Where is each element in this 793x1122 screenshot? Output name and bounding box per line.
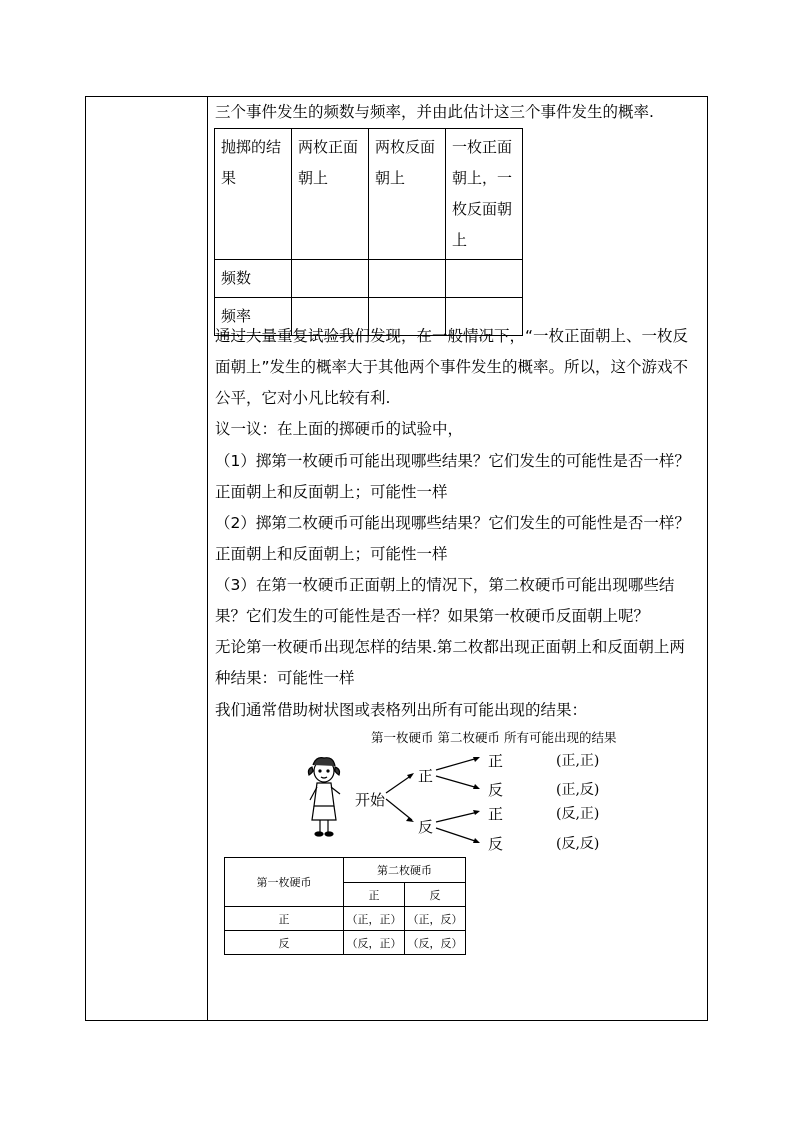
- freq-cell-empty[interactable]: [369, 260, 446, 298]
- result-table-cell: （反，正）: [344, 931, 405, 955]
- girl-figure-icon: [308, 758, 340, 836]
- tree-first-tails: 反: [418, 818, 434, 836]
- freq-cell-empty[interactable]: [446, 260, 523, 298]
- column-divider: [207, 96, 208, 1021]
- result-table-cell: （反，反）: [405, 931, 466, 955]
- tree-header: 第一枚硬币 第二枚硬币 所有可能出现的结果: [371, 730, 617, 745]
- result-table-cell: （正，正）: [344, 907, 405, 931]
- text-line-2: 通过大量重复试验我们发现，在一般情况下，“一枚正面朝上、一枚反: [215, 327, 689, 345]
- freq-header-mixed: 一枚正面朝上，一枚反面朝上: [446, 129, 523, 260]
- tree-first-heads: 正: [418, 767, 434, 785]
- tree-result: (正,正): [556, 753, 600, 769]
- text-line-4: 公平，它对小凡比较有利.: [215, 389, 391, 407]
- freq-cell-empty[interactable]: [292, 260, 369, 298]
- frequency-table: [214, 128, 523, 336]
- text-line-13: 种结果：可能性一样: [215, 669, 355, 687]
- text-line-5: 议一议：在上面的掷硬币的试验中，: [215, 420, 464, 438]
- tree-second-outcome: 正: [488, 752, 504, 770]
- freq-row-label-rate: 频率: [215, 298, 292, 336]
- tree-second-outcome: 反: [488, 835, 504, 853]
- freq-header-result: 抛掷的结果: [215, 129, 292, 260]
- text-line-3: 面朝上”发生的概率大于其他两个事件发生的概率。所以，这个游戏不: [215, 358, 689, 376]
- text-line-10: （3）在第一枚硬币正面朝上的情况下，第二枚硬币可能出现哪些结: [215, 576, 675, 594]
- text-line-8: （2）掷第二枚硬币可能出现哪些结果？它们发生的可能性是否一样？: [215, 514, 690, 532]
- result-table-cell: （正，反）: [405, 907, 466, 931]
- text-line-7: 正面朝上和反面朝上；可能性一样: [215, 483, 448, 501]
- text-line-14: 我们通常借助树状图或表格列出所有可能出现的结果：: [215, 701, 588, 719]
- result-table-col-heads: 正: [344, 883, 405, 907]
- result-table-row-heads: 正: [225, 907, 344, 931]
- freq-header-two-heads: 两枚正面朝上: [292, 129, 369, 260]
- tree-start: 开始: [355, 791, 386, 809]
- tree-second-outcome: 反: [488, 781, 504, 799]
- result-table-corner: 第一枚硬币: [225, 858, 344, 907]
- result-table-row-tails: 反: [225, 931, 344, 955]
- tree-result: (正,反): [556, 782, 600, 798]
- result-table-second-coin: 第二枚硬币: [344, 858, 466, 883]
- tree-result: (反,正): [556, 806, 600, 822]
- result-table: [224, 857, 466, 955]
- freq-row-label-count: 频数: [215, 260, 292, 298]
- text-line-11: 果？它们发生的可能性是否一样？如果第一枚硬币反面朝上呢？: [215, 607, 650, 625]
- text-line-6: （1）掷第一枚硬币可能出现哪些结果？它们发生的可能性是否一样？: [215, 452, 690, 470]
- text-line-12: 无论第一枚硬币出现怎样的结果.第二枚都出现正面朝上和反面朝上两: [215, 638, 685, 656]
- tree-result: (反,反): [556, 836, 600, 852]
- text-line-1: 三个事件发生的频数与频率，并由此估计这三个事件发生的概率.: [215, 103, 654, 121]
- tree-second-outcome: 正: [488, 805, 504, 823]
- text-line-9: 正面朝上和反面朝上；可能性一样: [215, 545, 448, 563]
- freq-header-two-tails: 两枚反面朝上: [369, 129, 446, 260]
- result-table-col-tails: 反: [405, 883, 466, 907]
